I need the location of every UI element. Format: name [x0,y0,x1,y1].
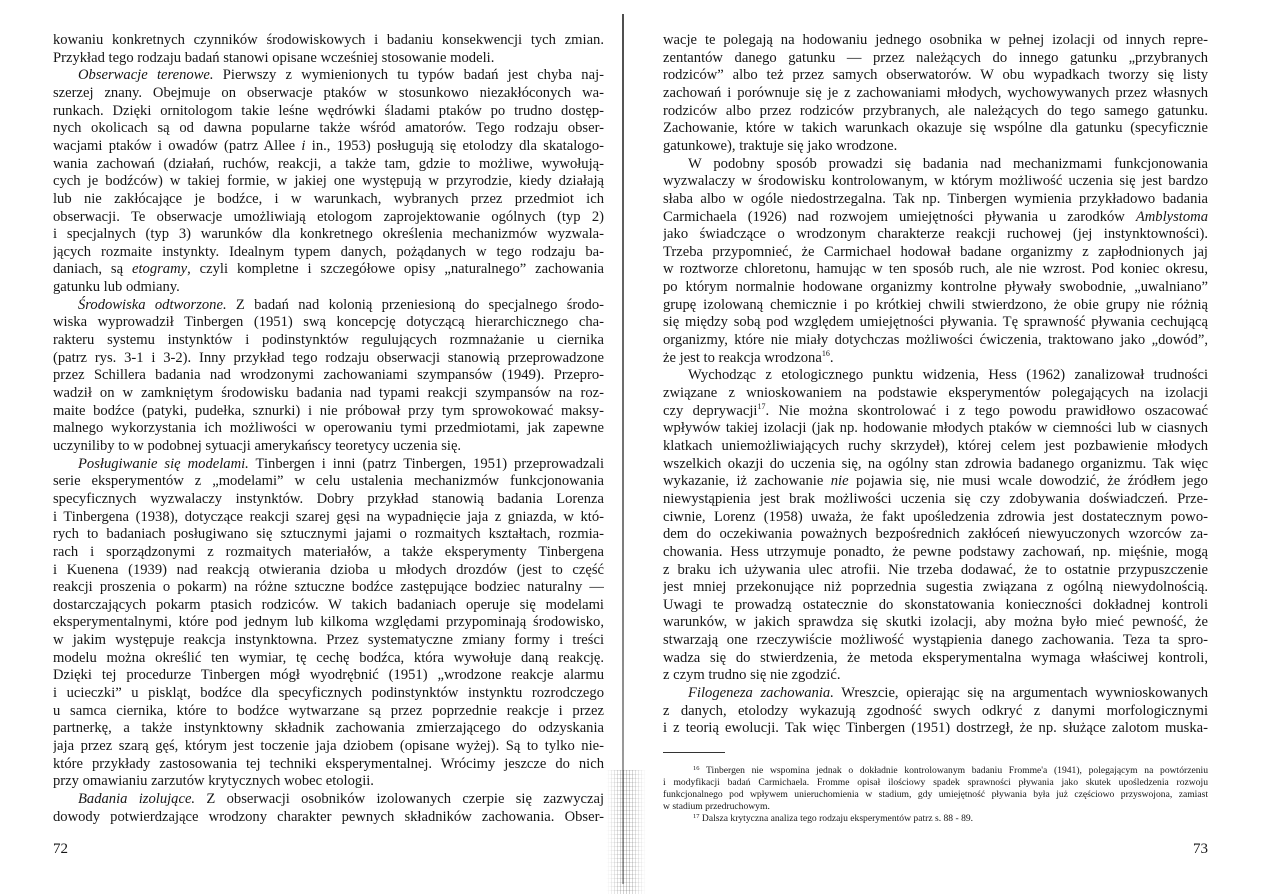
text-run: i z teorią ewolucji. Tak więc Tinbergen (1951) dostrzegł, że np. służące zalotom muska- [663,720,1208,737]
text-run: uczyniliby to w podobnej sytuacji amerykańscy teoretycy uczenia się. [53,437,462,454]
text-run: i Kuenena (1939) nad reakcją otwierania dzioba u młodych drozdów (jest to część [53,561,604,578]
text-line [53,508,604,526]
italic-text: etogramy [132,261,188,278]
text-line [663,719,1208,737]
text-line [53,543,604,561]
text-run: cych je bodźców) w takiej formie, w jakiej one występują w przyrodzie, kiedy działają [53,173,604,190]
text-line [53,649,604,667]
text-line [53,384,604,402]
text-line [53,755,604,773]
text-line [53,349,604,367]
text-run: dostarczających pokarm ptasich rodziców. W takich badaniach operuje się modelami [53,596,604,613]
text-line [663,578,1208,596]
text-line [53,772,604,790]
text-line [663,190,1208,208]
book-gutter [622,14,624,884]
text-line [663,172,1208,190]
left-page [53,0,604,894]
text-line [663,384,1208,402]
paragraph-first-line [663,155,1208,173]
text-line [663,543,1208,561]
text-line [663,649,1208,667]
text-line [663,260,1208,278]
text-run: rakteru systemu instynktów i podinstynktów regulujących rozmnażanie u ciernika [53,332,604,349]
text-line [53,172,604,190]
text-line [53,490,604,508]
text-run: eksperymentalnymi, które pod jednym lub kilkoma względami przypominają środowisko, [53,614,604,631]
text-line [663,631,1208,649]
text-run: że jest to reakcja wrodzona [663,349,822,366]
text-line [663,437,1208,455]
text-run: daniach, są [53,261,132,278]
text-run: obserwacji. Te obserwacje umożliwiają etologom zaprojektowanie ogólnych (typ 2) [53,208,604,225]
text-line [663,455,1208,473]
text-run: rodziców albo przez rodziców przybranych, ale należących do tego samego gatunku. [663,102,1208,119]
text-run: z braku ich używania ulec atrofii. Nie trzeba dodawać, że to ostatnie przypuszczenie [663,561,1208,578]
text-run: serie eksperymentów z „modelami” w celu ustalenia mechanizmów funkcjonowania [53,473,604,490]
text-line [663,102,1208,120]
text-run: warunków, w jakich sprawdza się skutki izolacji, aby można było mieć pewność, że [663,614,1208,631]
text-run: wpływów takiej izolacji (jak np. hodowanie młodych ptaków w ciemności lub w ciasnych [663,420,1208,437]
text-line [53,119,604,137]
text-line [663,278,1208,296]
text-run: . [829,349,834,366]
text-line [53,331,604,349]
italic-text: i [301,137,306,154]
text-run: i ucieczki” u piskląt, bodźce dla specyficznych podinstynktów instynktu rozrodczego [53,685,604,702]
text-run: i modyfikacji badań Carmichaela. Fromme opisał ilościowy spadek sprawności pływania jako skutek upośledzenia rozwoju [663,777,1208,788]
text-line [663,561,1208,579]
italic-text: Posługiwanie się modelami. [78,455,249,472]
italic-text: Środowiska odtworzone. [78,296,227,313]
text-run: zachowań i porównuje się je z zachowaniami młodych, wychowywanych przez własnych [663,84,1208,101]
text-run: wykazanie, iż zachowanie [663,473,831,490]
text-line [53,402,604,420]
text-line [53,208,604,226]
text-run: Wychodząc z etologicznego punktu widzenia, Hess (1962) zanalizował trudności [688,367,1208,384]
paragraph-first-line [663,366,1208,384]
text-run: wiska wyprowadził Tinbergen (1951) swą koncepcję dotyczącą hierarchicznego cha- [53,314,604,331]
text-run: wacjami ptaków i owadów (patrz Allee [53,137,302,154]
text-run: ciwnie, Lorenz (1958) uważa, że fakt upośledzenia zdrowia jest dostatecznym powo- [663,508,1208,525]
text-run: partnerkę, a także instynktowny składnik zachowania zmierzającego do odzyskania [53,720,604,737]
text-line [53,808,604,826]
text-line [663,208,1208,226]
text-run: gatunku lub odmiany. [53,279,180,296]
text-run: po którym normalnie hodowane organizmy kontrolne pływały swobodnie, „uwalniano” [663,279,1208,296]
text-run: niewystąpienia jest brak możliwości uczenia się czy zdobywania doświadczeń. Prze- [663,490,1208,507]
text-line [53,225,604,243]
text-run: stwarzają one rzeczywiście możliwość wystąpienia danego zachowania. Teza ta spro- [663,632,1208,649]
text-run: przy omawianiu zarzutów krytycznych wobec etologii. [53,773,374,790]
text-run: wadził on w zamkniętym środowisku badania nad typami reakcji szympansów na roz- [53,385,604,401]
text-run: grupę izolowaną chemicznie i po krótkiej chwili stwierdzono, że obie grupy nie różnią [663,296,1208,313]
text-run: wacje te polegają na hodowaniu jednego osobnika w pełnej izolacji od innych repre- [663,32,1208,48]
text-run: malnego wykorzystania ich możliwości w operowaniu tymi przedmiotami, jak zapewne [53,420,604,437]
text-run: jest mniej przekonujące niż poprzednia sugestia związana z ogólną niewydolnością. [663,579,1208,596]
text-run: maite bodźce (patyki, pudełka, sznurki) i nie próbował przy tym sprowokować maksy- [53,402,604,419]
text-run: Z badań nad kolonią przeniesioną do specjalnego środo- [226,296,604,313]
text-line [53,31,604,49]
text-run: Pierwszy z wymienionych tu typów badań jest chyba naj- [213,67,604,84]
text-line [53,137,604,155]
footnote-line [663,765,1208,777]
text-run: Z obserwacji osobników izolowanych czerpie się zazwyczaj [195,790,604,807]
text-run: kowaniu konkretnych czynników środowiskowych i badaniu konsekwencji tych zmian. [53,32,604,48]
text-run: wania zachowań (działań, ruchów, reakcji, a także tam, gdzie to możliwe, wywołują- [53,155,604,172]
paragraph-first-line [663,684,1208,702]
text-run: dowody potwierdzające wrodzony charakter pewnych składników zachowania. Obser- [53,808,604,825]
text-line [663,349,1208,367]
text-line [663,31,1208,49]
scan-noise [606,770,646,894]
text-run: rych to badaniach posługiwano się sztucznymi jajami o rozmaitych kształtach, rozmia- [53,526,604,543]
text-run: lub nie zakłócające je bodźce, i w warunkach, wybranych przez przedmiot ich [53,190,604,207]
text-run: pojawia się, nie musi wcale dowodzić, że źródłem jego [848,473,1208,490]
text-run: (patrz rys. 3-1 i 3-2). Inny przykład tego rodzaju obserwacji stanowią przeprowadzone [53,349,604,366]
text-line [53,525,604,543]
paragraph-first-line [53,790,604,808]
page-number-right: 73 [1193,841,1208,857]
page-number-left: 72 [53,841,68,857]
text-line [53,631,604,649]
text-line [663,49,1208,67]
footnote-line [663,801,1208,813]
paragraph-first-line [53,296,604,314]
text-run: . Nie można skontrolować i z tego powodu prawidłowo oszacować [765,402,1208,419]
text-run: Tinbergen nie wspomina jednak o dokładnie kontrolowanym badaniu Fromme'a (1941), polegającym na powtórzeniu [699,765,1208,776]
text-run: reakcji proszenia o pokarm) na różne sztuczne bodźce zastępujące bodziec naturalny — [53,579,604,596]
text-line [663,119,1208,137]
text-run: runkach. Dzięki ornitologom takie leśne wędrówki śladami ptaków po trudno dostęp- [53,102,604,119]
text-line [53,613,604,631]
italic-text: Filogeneza zachowania. [688,685,834,702]
text-run: u samca ciernika, które to bodźce wytwarzane są przez poprzednie reakcje i przez [53,702,604,719]
text-line [53,719,604,737]
text-run: w roztworze chloretonu, hamując w ten sposób ruch, ale nie wzrost. Pod koniec okresu, [663,261,1208,278]
text-run: Zachowanie, które w takich warunkach okazuje się wspólne dla gatunku (specyficznie [663,120,1208,137]
footnote-ref: 17 [693,813,700,820]
text-line [53,737,604,755]
text-run: nych okolicach są od dawna popularne także wśród amatorów. Tego rodzaju obser- [53,120,604,137]
text-line [663,702,1208,720]
text-run: wadza się do stwierdzenia, że metoda eksperymentalna wymaga właściwej kontroli, [663,649,1208,666]
paragraph-first-line [53,66,604,84]
text-run: Wreszcie, opierając się na argumentach wywnioskowanych [833,685,1208,702]
text-run: zentantów danego gatunku — przez należących do innego gatunku „przybranych [663,49,1208,66]
text-run: funkcjonalnego pod wpływem unieruchomienia w stadium, gdy umiejętność pływania była już częściowo przyswojona, zamiast [663,789,1208,800]
text-run: Tinbergen i inni (patrz Tinbergen, 1951) przeprowadzali [248,455,604,472]
text-run: z danych, etolodzy wykazują zgodność swych odkryć z danymi morfologicznymi [663,702,1208,719]
italic-text: Amblystoma [1135,208,1208,225]
footnote-line [663,813,1208,825]
text-run: się między sobą pod względem umiejętności pływania. Tę sprawność pływania cechującą [663,314,1208,331]
text-line [53,472,604,490]
text-run: dem do oczekiwania poważnych bezpośrednich zakłóceń niewyuczonych wzorców za- [663,526,1208,543]
text-run: wyzwalaczy w środowisku kontrolowanym, w którym możliwość uczenia się jest bardzo [663,173,1208,190]
text-line [663,419,1208,437]
text-run: jących rozmaite instynkty. Idealnym typem danych, pożądanych w tego rodzaju ba- [53,243,604,260]
text-run: organizmy, które nie miały dotychczas możliwości ćwiczenia, traktowano jako „dowód”, [663,332,1208,349]
text-line [53,702,604,720]
text-run: jaja przez szarą gęś, którym jest toczenie jaja dziobem (opisane wyżej). Są to tylko nie- [53,738,604,754]
text-run: Uwagi te prowadzą ostatecznie do skonstatowania konieczności dokładnej kontroli [663,596,1208,613]
italic-text: nie [830,473,849,490]
text-run: i Tinbergena (1938), dotyczące reakcji szarej gęsi na wypadnięcie jaja z gniazda, w któ- [53,508,604,525]
text-run: Carmichaela (1926) nad rozwojem umiejętności pływania u zarodków [663,208,1136,225]
text-run: słaba albo w ogóle niedostrzegalna. Tak np. Tinbergen wymienia przykładowo badania [663,190,1208,207]
text-run: jako świadczące o wrodzonym charakterze reakcji ruchowej (jej instynktowności). [663,226,1208,243]
text-run: związane z wnioskowaniem na podstawie eksperymentów polegających na izolacji [663,385,1208,401]
text-run: W podobny sposób prowadzi się badania nad mechanizmami funkcjonowania [688,155,1208,172]
text-line [53,260,604,278]
text-line [53,437,604,455]
text-line [53,84,604,102]
text-line [53,49,604,67]
text-run: Dzięki tej procedurze Tinbergen mógł wyodrębnić (1951) „wrodzone reakcje alarmu [53,667,604,684]
text-run: wszelkich okazji do uczenia się, na ogólny stan zdrowia badanego organizmu. Tak więc [663,455,1208,472]
text-run: szerzej znany. Obejmuje on obserwacje ptaków w stosunkowo niezakłóconych wa- [53,84,604,101]
footnote-divider [663,752,725,753]
text-line [53,278,604,296]
right-page [663,0,1208,894]
text-line [663,313,1208,331]
text-line [663,66,1208,84]
text-line [663,666,1208,684]
text-line [663,331,1208,349]
text-run: i specjalnych (typ 3) warunków dla konkretnego określenia mechanizmów wyzwala- [53,226,604,243]
text-line [53,243,604,261]
text-line [53,578,604,596]
text-line [663,243,1208,261]
text-line [53,684,604,702]
footnote-line [663,777,1208,789]
footnote-ref: 16 [693,765,700,772]
text-line [663,472,1208,490]
text-run: rach i sporządzonymi z rozmaitych materiałów, a także eksperymenty Tinbergena [53,543,604,560]
text-line [53,313,604,331]
italic-text: Obserwacje terenowe. [78,67,214,84]
footnote-ref: 17 [757,401,766,411]
paragraph-first-line [53,455,604,473]
text-line [663,84,1208,102]
text-run: Dalsza krytyczna analiza tego rodzaju eksperymentów patrz s. 88 - 89. [699,813,974,824]
text-run: przez Schillera badania nad wrodzonymi zachowaniami szympansów (1949). Przepro- [53,367,604,384]
text-run: chowania. Hess utrzymuje ponadto, że pewne podstawy zachowań, np. mięśnie, mogą [663,543,1208,560]
text-run: które przykłady zastosowania tej techniki eksperymentalnej. Wrócimy jeszcze do nich [53,755,604,772]
footnote-line [663,789,1208,801]
text-line [53,666,604,684]
text-line [53,102,604,120]
text-run: modelu można określić ten wymiar, tę cechę bodźca, która wywołuje daną reakcję. [53,649,604,666]
text-run: specyficznych wyzwalaczy instynktów. Dobry przykład stanowią badania Lorenza [53,490,604,507]
footnote-ref: 16 [821,348,830,358]
text-run: z czym trudno się nie zgodzić. [663,667,841,684]
text-line [663,137,1208,155]
text-run: czy deprywacji [663,402,758,419]
text-run: w stadium przedruchowym. [663,801,770,812]
text-line [53,366,604,384]
text-line [663,613,1208,631]
text-line [663,525,1208,543]
text-line [663,225,1208,243]
text-line [53,419,604,437]
text-run: in., 1953) posługują się etolodzy dla skatalogo- [305,137,604,154]
text-run: w jakim występuje reakcja instynktowna. Przez systematyczne zmiany formy i treści [53,632,604,649]
italic-text: Badania izolujące. [78,790,196,807]
text-line [53,596,604,614]
text-line [53,561,604,579]
text-line [53,155,604,173]
text-run: , czyli kompletne i szczegółowe opisy „naturalnego” zachowania [187,261,604,278]
text-run: gatunkowe), traktuje się jako wrodzone. [663,137,898,154]
text-line [663,402,1208,420]
text-run: rodziców” albo też przez samych obserwatorów. W obu wypadkach tworzy się listy [663,67,1208,84]
text-run: klatkach uniemożliwiających ruchy skrzydeł), której celem jest pozbawienie młodych [663,437,1208,454]
text-line [663,490,1208,508]
text-line [53,190,604,208]
text-line [663,508,1208,526]
text-line [663,296,1208,314]
text-run: Przykład tego rodzaju badań stanowi opisane wcześniej stosowanie modeli. [53,49,495,66]
text-line [663,596,1208,614]
text-run: Trzeba przypomnieć, że Carmichael hodował badane organizmy z zapłodnionych jaj [663,243,1208,260]
